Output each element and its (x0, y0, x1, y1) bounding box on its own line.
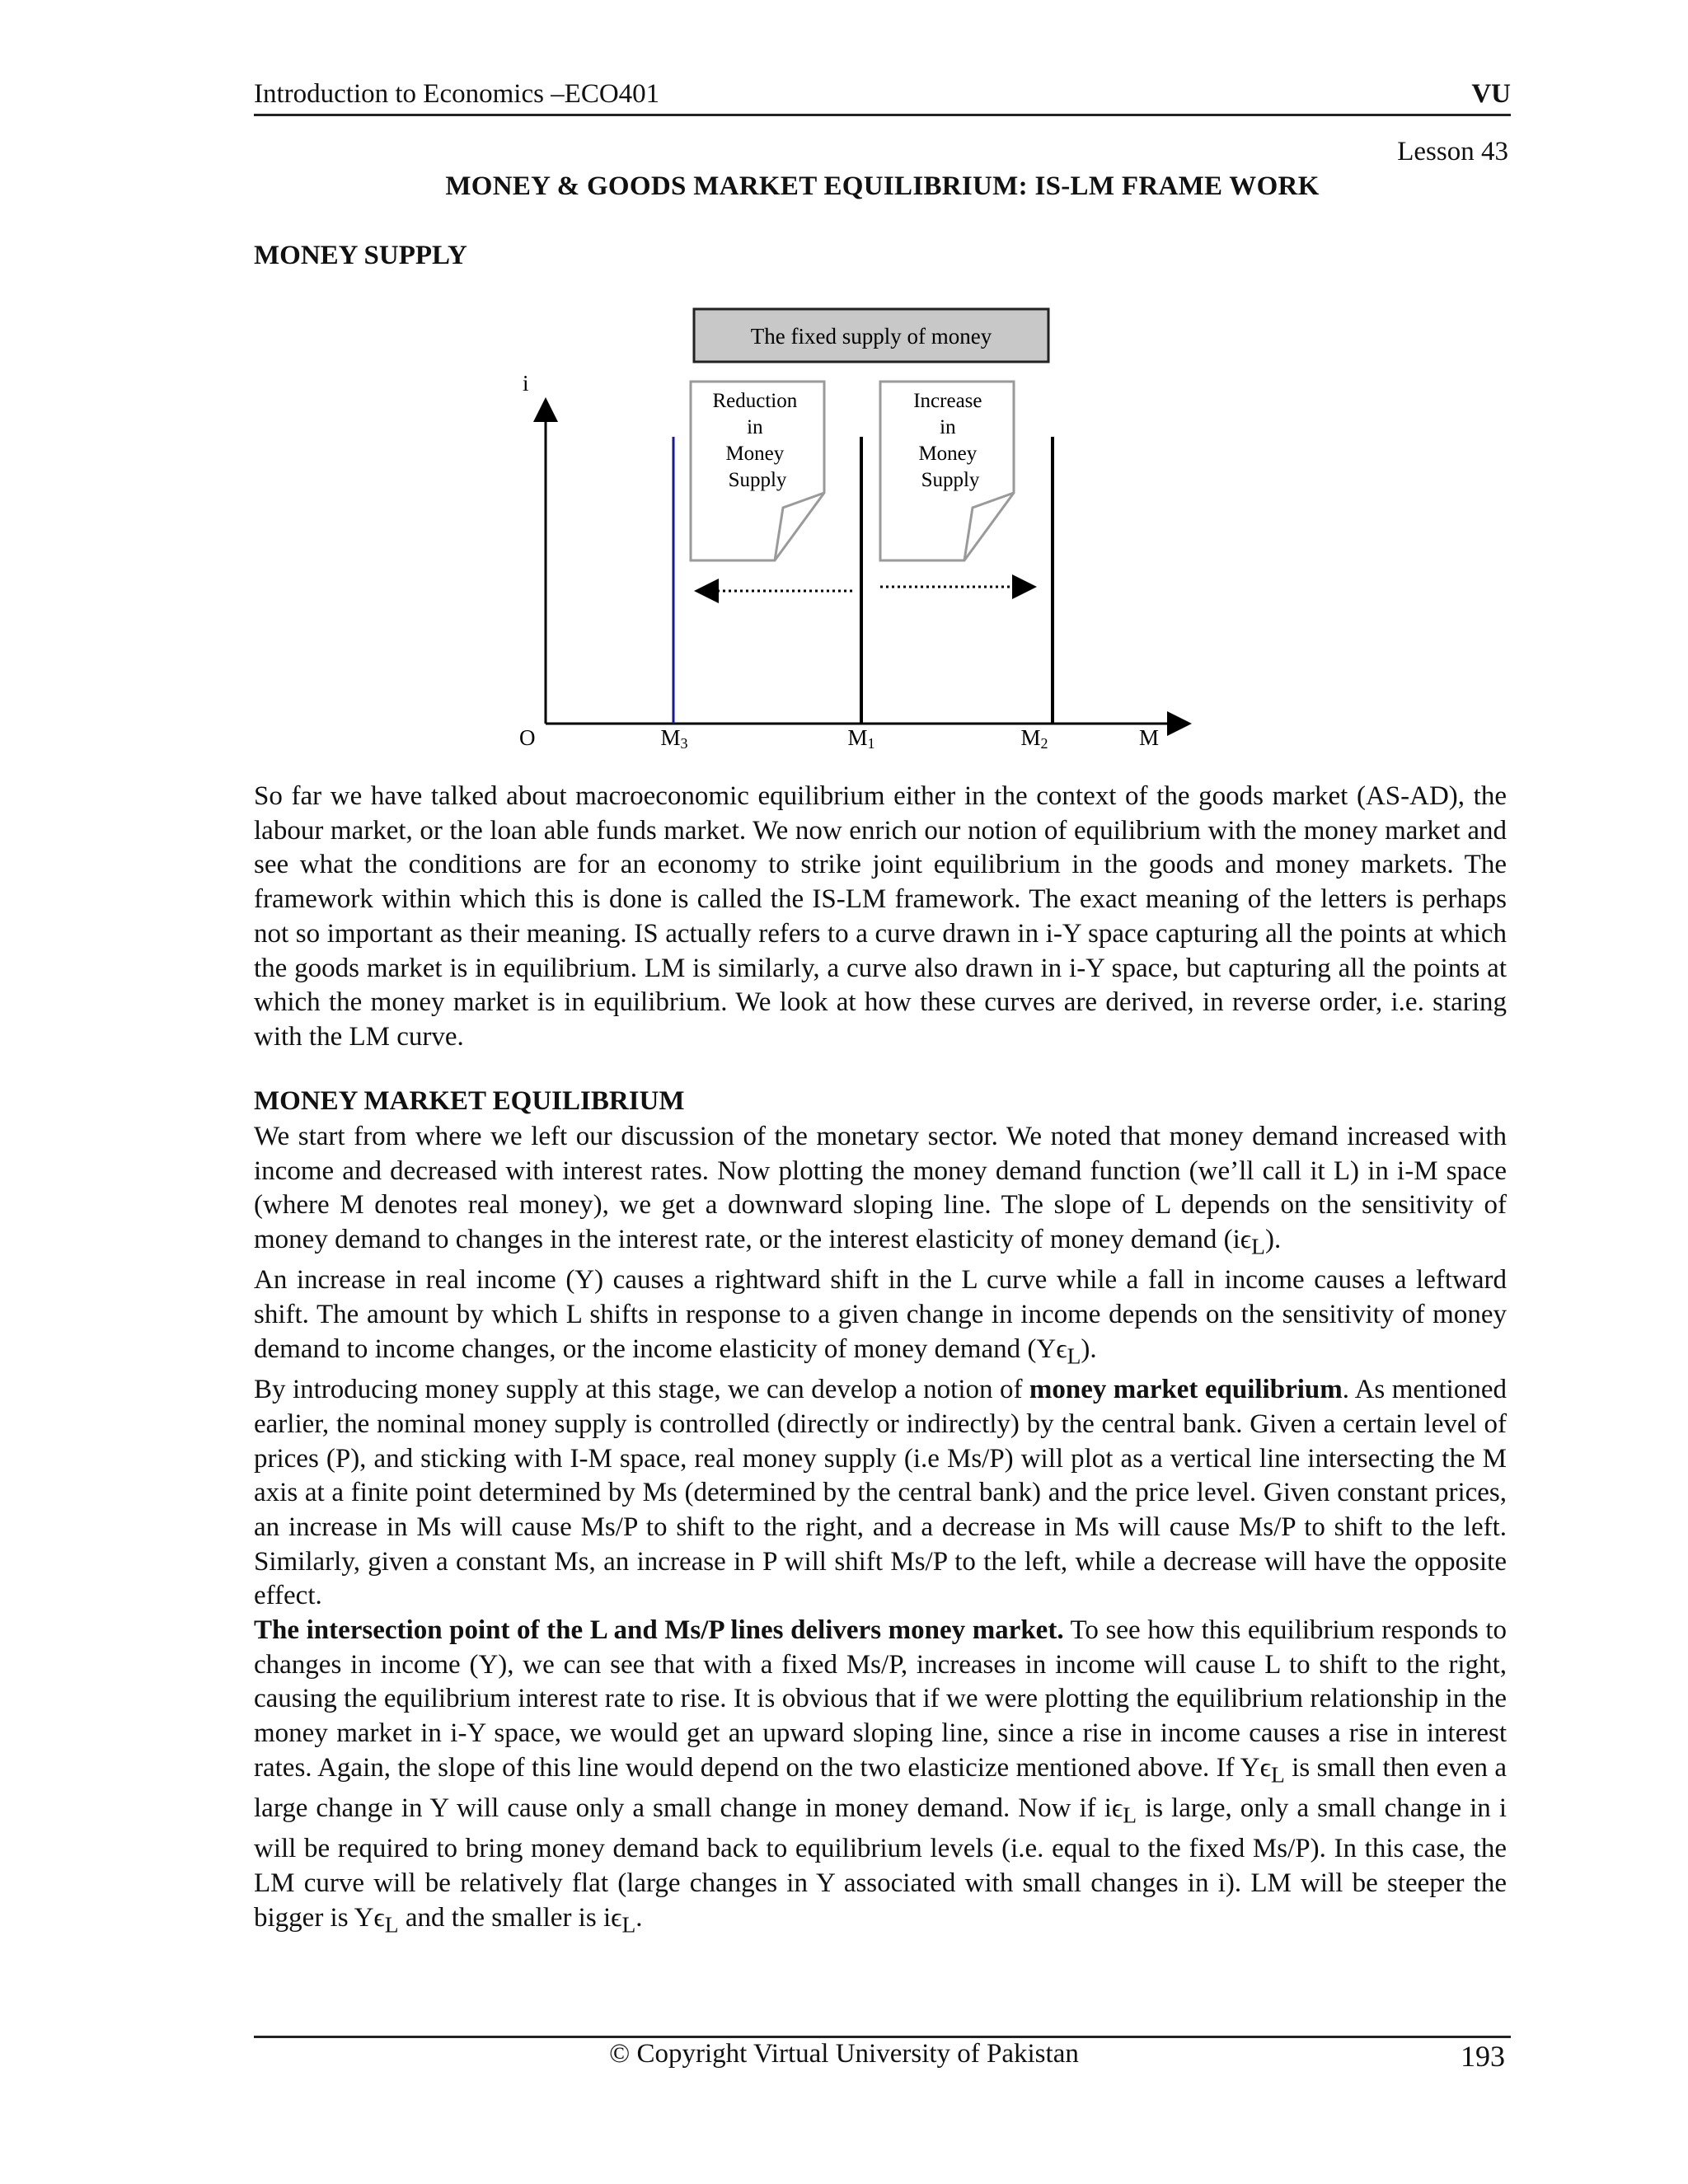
section-heading-money-market: MONEY MARKET EQUILIBRIUM (254, 1086, 685, 1116)
page-title: MONEY & GOODS MARKET EQUILIBRIUM: IS-LM FRAME WORK (445, 171, 1320, 201)
tick-label-m3: M3 (660, 725, 688, 752)
x-axis-label: M (1139, 725, 1160, 750)
y-axis-label: i (523, 371, 529, 396)
page-header (254, 79, 1511, 116)
tick-label-m1: M1 (847, 725, 875, 752)
paragraph-money-supply: By introducing money supply at this stage, we can develop a notion of money market equilibrium. As mentioned earlier, the nominal money supply is controlled (directly or indirectly) by the central bank. Given a certain level of prices (P), and sticking with I-M space, real money supply (i.e Ms/P) will plot as a vertical line intersecting the M axis at a finite point determined by Ms (determined by the central bank) and the price level. Given constant prices, an increase in Ms will cause Ms/P to shift to the right, and a decrease in Ms will cause Ms/P to shift to the left. Similarly, given a constant Ms, an increase in P will shift Ms/P to the left, while a decrease will have the opposite effect. (254, 1375, 1507, 1611)
course-title: Introduction to Economics –ECO401 (254, 79, 660, 109)
money-market-body (254, 1120, 1507, 1942)
note-increase (880, 382, 1014, 560)
paragraph-income-shift: An increase in real income (Y) causes a rightward shift in the L curve while a fall in income causes a leftward shift. The amount by which L shifts in response to a given change in income depends on the sensitivity of money demand to income changes, or the income elasticity of money demand $(Y\epsilon_L)$. (254, 1265, 1507, 1369)
page-number: 193 (1461, 2040, 1505, 2073)
intro-paragraph: So far we have talked about macroeconomic equilibrium either in the context of the goods market (AS-AD), the labour market, or the loan able funds market. We now enrich our notion of equilibrium with the money market and see what the conditions are for an economy to strike joint equilibrium in the goods and money markets. The framework within which this is done is called the IS-LM framework. The exact meaning of the letters is perhaps not so important as their meaning. IS actually refers to a curve drawn in i-Y space capturing all the points at which the goods market is in equilibrium. LM is similarly, a curve also drawn in i-Y space, but capturing all the points at which the money market is in equilibrium. We look at how these curves are derived, in reverse order, i.e. staring with the LM curve. (254, 781, 1507, 1052)
tick-label-m2: M2 (1020, 725, 1048, 752)
note-increase-text: Increase in Money Supply (913, 390, 982, 491)
paragraph-money-demand: We start from where we left our discussion of the monetary sector. We noted that money demand increased with income and decreased with interest rates. Now plotting the money demand function (we’ll call it L) in i-M space (where M denotes real money), we get a downward sloping line. The slope of L depends on the sensitivity of money demand to changes in the interest rate, or the interest elasticity of money demand $(i\epsilon_L)$. (254, 1122, 1507, 1259)
money-supply-diagram (495, 305, 1220, 766)
origin-label: O (519, 725, 536, 750)
footer-rule (254, 2036, 1511, 2038)
institution-label: VU (1471, 79, 1511, 109)
note-reduction (691, 382, 824, 560)
footer-copyright: © Copyright Virtual University of Pakistan (609, 2039, 1079, 2069)
lesson-number: Lesson 43 (1397, 137, 1508, 166)
money-supply-figure (495, 305, 1220, 766)
paragraph-equilibrium: The intersection point of the L and Ms/P lines delivers money market. To see how this equilibrium responds to changes in income (Y), we can see that with a fixed Ms/P, increases in income will cause L to shift to the right, causing the equilibrium interest rate to rise. It is obvious that if we were plotting the equilibrium relationship in the money market in i-Y space, we would get an upward sloping line, since a rise in income causes a rise in interest rates. Again, the slope of this line would depend on the two elasticize mentioned above. If $Y\epsilon_L$ is small then even a large change in Y will cause only a small change in money demand. Now if $i\epsilon_L$ is large, only a small change in i will be required to bring money demand back to equilibrium levels (i.e. equal to the fixed Ms/P). In this case, the LM curve will be relatively flat (large changes in Y associated with small changes in i). LM will be steeper the bigger is $Y\epsilon_L$ and the smaller is $i\epsilon_L$. (254, 1615, 1507, 1938)
note-reduction-text: Reduction in Money Supply (712, 390, 798, 491)
section-heading-money-supply: MONEY SUPPLY (254, 241, 467, 270)
fixed-supply-box-label: The fixed supply of money (750, 324, 992, 349)
